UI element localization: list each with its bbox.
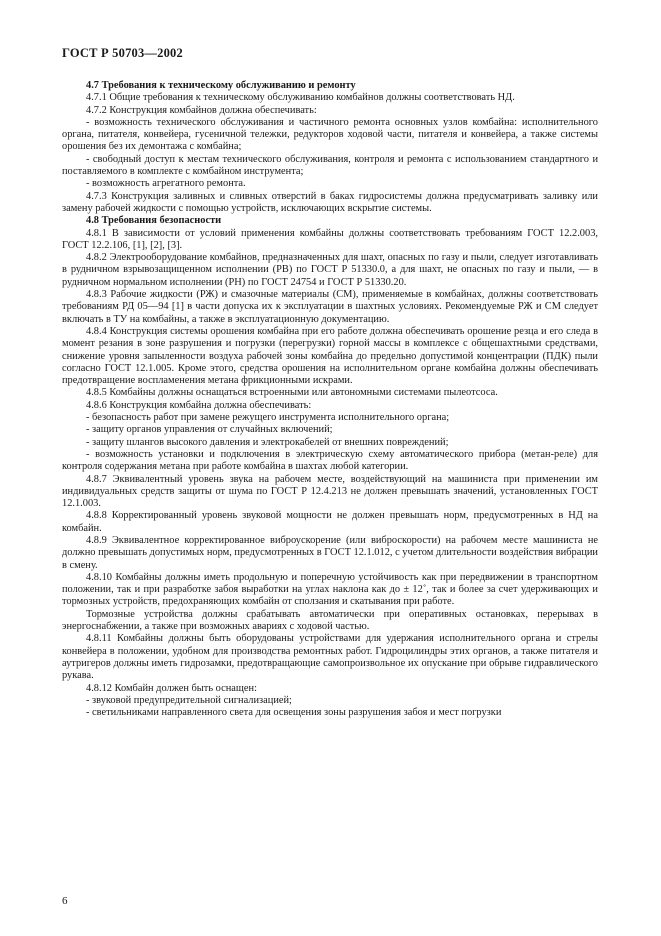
list-item: - безопасность работ при замене режущего инструмента исполнительного органа; (86, 412, 450, 424)
paragraph: Тормозные устройства должны срабатывать автоматически при оперативных остановках, перерывах в энергоснабжении, а также при возможных авариях с ходовой частью. (62, 608, 598, 633)
paragraph: 4.8.12 Комбайн должен быть оснащен: (86, 682, 257, 694)
paragraph: 4.8.2 Электрооборудование комбайнов, предназначенных для шахт, опасных по газу и пыли, следует изготавливать в рудничном взрывозащищенном исполнении (РВ) по ГОСТ Р 51330.0, а для шахт, не опасных по газу и пыли, — в рудничном нормальном исполнении (РН) по ГОСТ 24754 и ГОСТ Р 51330.20. (62, 252, 598, 288)
section-heading: 4.8 Требования безопасности (86, 215, 222, 227)
paragraph: 4.8.3 Рабочие жидкости (РЖ) и смазочные материалы (СМ), применяемые в комбайнах, должны соответствовать требованиям РД 05—94 [1] в части допуска их к эксплуатации в шахтных условиях. Рекомендуемые РЖ и СМ следует включать в ТУ на комбайны, а также в эксплуатационную документацию. (62, 289, 598, 325)
document-header: ГОСТ Р 50703—2002 (62, 46, 183, 60)
paragraph: 4.8.5 Комбайны должны оснащаться встроенными или автономными системами пылеотсоса. (86, 387, 498, 399)
list-item: - защиту органов управления от случайных включений; (86, 424, 333, 436)
paragraph: 4.7.3 Конструкция заливных и сливных отверстий в баках гидросистемы должна предусматривать заливку или замену рабочей жидкости с помощью устройств, исключающих вскрытие системы. (62, 190, 598, 214)
list-item: - возможность технического обслуживания и частичного ремонта основных узлов комбайна: исполнительного органа, питателя, конвейера, гусеничной тележки, редукторов ходовой части, питателя и конвейера, а также системы орошения без их демонтажа с комбайна; (62, 116, 598, 153)
paragraph: 4.8.11 Комбайны должны быть оборудованы устройствами для удержания исполнительного органа и стрелы конвейера в положении, удобном для производства ремонтных работ. Гидроцилиндры этих органов, а также питателя и аутригеров должны иметь гидрозамки, предотвращающие самопроизвольное их опускание при обрыве гидравлического рукава. (62, 633, 598, 682)
document-body (62, 80, 598, 719)
paragraph: 4.8.10 Комбайны должны иметь продольную и поперечную устойчивость как при передвижении в транспортном положении, так и при разработке забоя выработки на углах наклона как до ± 12˚, так и более за счет удерживающих и тормозных устройств, предохраняющих комбайн от сползания и скатывания при работе. (62, 571, 598, 608)
list-item: - светильниками направленного света для освещения зоны разрушения забоя и мест погрузки (86, 707, 502, 719)
page-number: 6 (62, 895, 68, 907)
paragraph: 4.7.2 Конструкция комбайнов должна обеспечивать: (86, 104, 317, 116)
list-item: - возможность агрегатного ремонта. (86, 178, 246, 190)
paragraph: 4.8.4 Конструкция системы орошения комбайна при его работе должна обеспечивать орошение резца и его следа в момент резания в зоне разрушения и погрузки (перегрузки) горной массы в комплексе с общешахтными средствами, снижение уровня запыленности воздуха рабочей зоны комбайна до предельно допустимой концентрации (ПДК) пыли согласно ГОСТ 12.1.005. Кроме этого, средства орошения на исполнительном органе комбайна должны обеспечивать предотвращение воспламенения метана фрикционными искрами. (62, 325, 598, 387)
paragraph: 4.7.1 Общие требования к техническому обслуживанию комбайнов должны соответствовать НД. (86, 92, 515, 104)
section-heading: 4.7 Требования к техническому обслуживанию и ремонту (86, 80, 356, 91)
paragraph: 4.8.7 Эквивалентный уровень звука на рабочем месте, воздействующий на машиниста при применении им индивидуальных средств защиты от шума по ГОСТ Р 12.4.213 не должен превышать значений, установленных ГОСТ 12.1.003. (62, 473, 598, 510)
list-item: - свободный доступ к местам технического обслуживания, контроля и ремонта с использованием стандартного и поставляемого в комплекте с комбайном инструмента; (62, 153, 598, 178)
paragraph: 4.8.9 Эквивалентное корректированное виброускорение (или виброскорости) на рабочем месте машиниста не должно превышать допустимых норм, предусмотренных в ГОСТ 12.1.012, с учетом длительности воздействия вибрации в смену. (62, 534, 598, 571)
list-item: - возможность установки и подключения в электрическую схему автоматического прибора (метан-реле) для контроля содержания метана при работе комбайна в шахтах любой категории. (62, 448, 598, 473)
list-item: - звуковой предупредительной сигнализацией; (86, 694, 292, 706)
paragraph: 4.8.1 В зависимости от условий применения комбайны должны соответствовать требованиям ГОСТ 12.2.003, ГОСТ 12.2.106, [1], [2], [3]. (62, 227, 598, 251)
list-item: - защиту шлангов высокого давления и электрокабелей от внешних повреждений; (86, 436, 449, 448)
paragraph: 4.8.6 Конструкция комбайна должна обеспечивать: (86, 399, 312, 411)
paragraph: 4.8.8 Корректированный уровень звуковой мощности не должен превышать норм, предусмотренных в НД на комбайн. (62, 510, 598, 534)
